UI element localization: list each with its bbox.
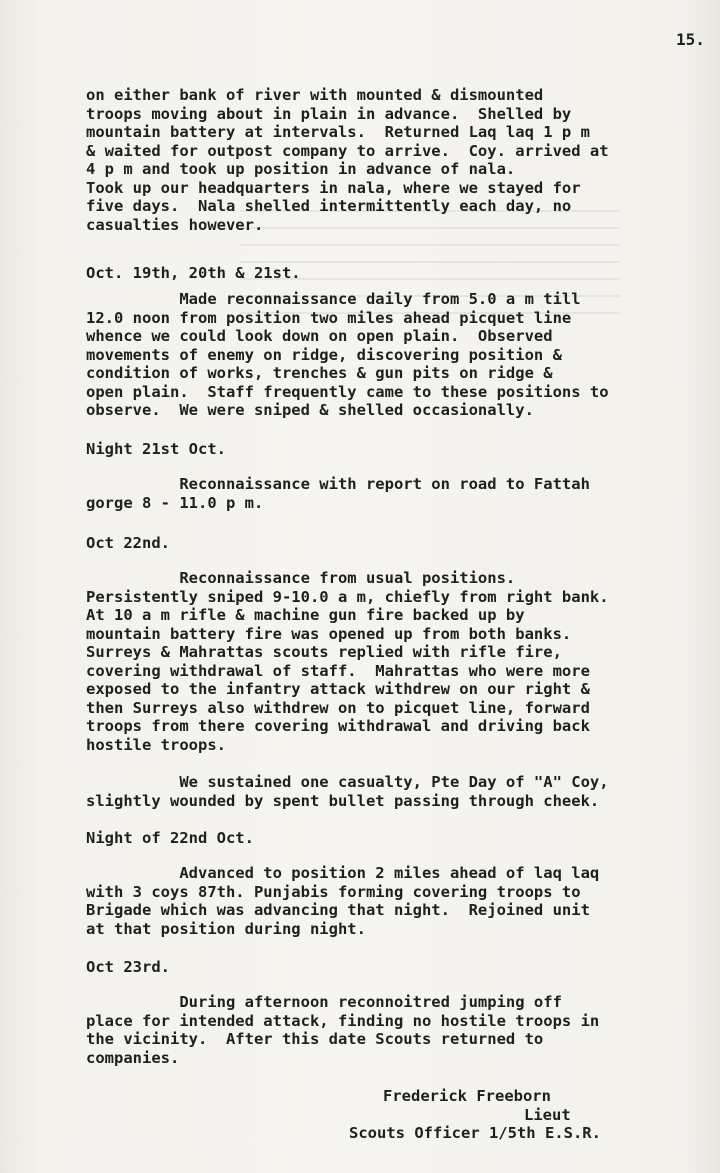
text-line: gorge 8 - 11.0 p m.: [86, 493, 264, 512]
text-line: Surreys & Mahrattas scouts replied with rifle fire,: [86, 643, 562, 661]
text-line: place for intended attack, finding no hostile troops in: [86, 1011, 600, 1030]
text-block: [86, 958, 170, 977]
text-line: then Surreys also withdrew on to picquet line, forward: [86, 698, 590, 717]
text-block: [86, 290, 609, 420]
text-block: [86, 440, 226, 459]
text-line: five days. Nala shelled intermittently each day, no: [86, 197, 572, 215]
text-block: [86, 264, 301, 283]
text-line: observe. We were sniped & shelled occasionally.: [86, 401, 534, 419]
text-line: mountain battery at intervals. Returned Laq laq 1 p m: [86, 123, 590, 141]
text-block: [86, 773, 609, 810]
text-line: Night 21st Oct.: [86, 440, 226, 458]
text-line: with 3 coys 87th. Punjabis forming covering troops to: [86, 882, 581, 901]
text-line: slightly wounded by spent bullet passing through cheek.: [86, 791, 600, 810]
text-line: Advanced to position 2 miles ahead of laq laq: [86, 864, 600, 882]
signature-rank: Lieut: [524, 1106, 571, 1124]
text-line: Oct 22nd.: [86, 534, 170, 552]
text-line: 12.0 noon from position two miles ahead picquet line: [86, 308, 572, 327]
text-line: movements of enemy on ridge, discovering position &: [86, 345, 562, 364]
text-line: the vicinity. After this date Scouts returned to: [86, 1030, 544, 1048]
text-block: [86, 534, 170, 553]
text-line: exposed to the infantry attack withdrew on our right &: [86, 680, 590, 698]
text-block: [86, 86, 609, 234]
text-line: Took up our headquarters in nala, where we stayed for: [86, 178, 581, 197]
text-line: troops moving about in plain in advance. Shelled by: [86, 104, 572, 123]
text-line: 4 p m and took up position in advance of nala.: [86, 160, 516, 178]
text-line: troops from there covering withdrawal and driving back: [86, 717, 590, 735]
text-line: whence we could look down on open plain. Observed: [86, 327, 553, 345]
text-block: [86, 829, 254, 848]
text-line: companies.: [86, 1048, 180, 1067]
text-line: on either bank of river with mounted & dismounted: [86, 86, 544, 104]
text-line: Brigade which was advancing that night. Rejoined unit: [86, 901, 590, 919]
page-number: 15.: [676, 30, 705, 49]
text-line: During afternoon reconnoitred jumping off: [86, 993, 562, 1011]
text-line: Oct 23rd.: [86, 958, 170, 976]
signature-role: Scouts Officer 1/5th E.S.R.: [349, 1124, 601, 1142]
text-line: condition of works, trenches & gun pits on ridge &: [86, 364, 553, 382]
text-block: [86, 993, 599, 1067]
text-line: hostile troops.: [86, 735, 226, 754]
signature-name: Frederick Freeborn: [383, 1087, 551, 1105]
text-line: at that position during night.: [86, 919, 366, 938]
text-block: [86, 569, 609, 754]
text-line: mountain battery fire was opened up from both banks.: [86, 624, 572, 643]
text-line: casualties however.: [86, 215, 264, 234]
text-block: [86, 864, 599, 938]
text-line: open plain. Staff frequently came to these positions to: [86, 382, 609, 401]
text-line: Reconnaissance from usual positions.: [86, 569, 516, 587]
text-line: Night of 22nd Oct.: [86, 829, 254, 847]
text-line: Persistently sniped 9-10.0 a m, chiefly from right bank.: [86, 587, 609, 606]
text-line: We sustained one casualty, Pte Day of "A" Coy,: [86, 773, 609, 791]
text-line: & waited for outpost company to arrive. Coy. arrived at: [86, 141, 609, 160]
text-block: [86, 475, 590, 512]
text-line: covering withdrawal of staff. Mahrattas who were more: [86, 661, 590, 680]
text-line: Made reconnaissance daily from 5.0 a m till: [86, 290, 581, 308]
text-line: Reconnaissance with report on road to Fattah: [86, 475, 590, 493]
text-line: Oct. 19th, 20th & 21st.: [86, 264, 301, 282]
text-line: At 10 a m rifle & machine gun fire backed up by: [86, 606, 525, 624]
